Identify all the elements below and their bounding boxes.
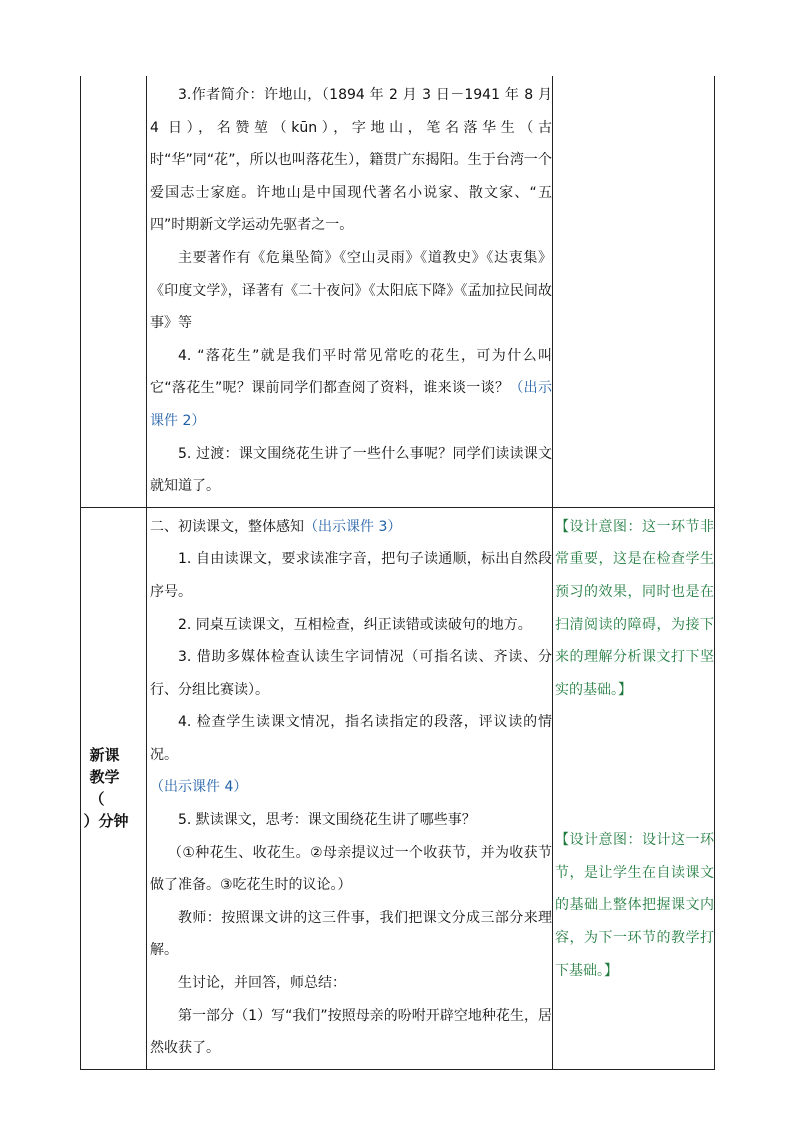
design-intent-cell: [553, 507, 715, 1069]
courseware-note: （出示课件 4）: [150, 779, 248, 796]
design-intent-2: 【设计意图：设计这一环节，是让学生在自读课文的基础上整体把握课文内容，为下一环节的教学打下基础。】: [555, 832, 714, 979]
author-intro-paragraph: 3.作者简介：许地山，（1894 年 2 月 3 日－1941 年 8 月 4 日），名赞堃（kūn），字地山，笔名落华生（古时“华”同“花”，所以也叫落花生），籍贯广东揭阳。生于台湾一个爱国志士家庭。许地山是中国现代著名小说家、散文家、“五四”时期新文学运动先驱者之一。: [150, 87, 552, 234]
question-paragraph: 4. “落花生”就是我们平时常见常吃的花生，可为什么叫它“落花生”呢？课前同学们都查阅了资料，谁来谈一谈？（出示课件 2）: [150, 347, 552, 429]
part-one-paragraph: 第一部分（1）写“我们”按照母亲的吩咐开辟空地种花生，居然收获了。: [150, 1007, 552, 1057]
teacher-paragraph: 教师：按照课文讲的这三件事，我们把课文分成三部分来理解。: [150, 909, 552, 959]
works-paragraph: 主要著作有《危巢坠简》《空山灵雨》《道教史》《达衷集》《印度文学》，译著有《二十夜问》《太阳底下降》《孟加拉民间故事》等: [150, 249, 552, 332]
section-heading: 二、初读课文，整体感知（出示课件 3）: [150, 518, 402, 535]
stage-cell-empty: [81, 76, 147, 507]
list-item: 2. 同桌互读课文，互相检查，纠正读错或读破句的地方。: [178, 616, 532, 633]
list-item: 5. 默读课文，思考：课文围绕花生讲了哪些事？: [178, 812, 476, 829]
courseware-note: （出示课件 2）: [150, 380, 552, 429]
list-item: 4. 检查学生读课文情况，指名读指定的段落，评议读的情况。: [150, 714, 552, 763]
design-cell-empty: [553, 76, 715, 507]
summary-lead: 生讨论，并回答，师总结：: [178, 975, 346, 992]
content-cell: [147, 76, 553, 507]
lesson-plan-table: [80, 76, 715, 1070]
content-cell: [147, 507, 553, 1069]
stage-label: 新课 教学 （ ）分钟: [83, 746, 129, 831]
table-row: [81, 507, 715, 1069]
list-item: 1. 自由读课文，要求读准字音，把句子读通顺，标出自然段序号。: [150, 551, 552, 600]
table-row: [81, 76, 715, 507]
list-item: 3. 借助多媒体检查认读生字词情况（可指名读、齐读、分行、分组比赛读）。: [150, 649, 552, 698]
transition-paragraph: 5. 过渡：课文围绕花生讲了一些什么事呢？同学们读读课文就知道了。: [150, 445, 552, 495]
answer-paragraph: （①种花生、收花生。②母亲提议过一个收获节，并为收获节做了准备。③吃花生时的议论。）: [150, 844, 552, 894]
stage-cell: [81, 507, 147, 1069]
design-intent-1: 【设计意图：这一环节非常重要，这是在检查学生预习的效果，同时也是在扫清阅读的障碍，为接下来的理解分析课文打下坚实的基础。】: [555, 518, 714, 698]
